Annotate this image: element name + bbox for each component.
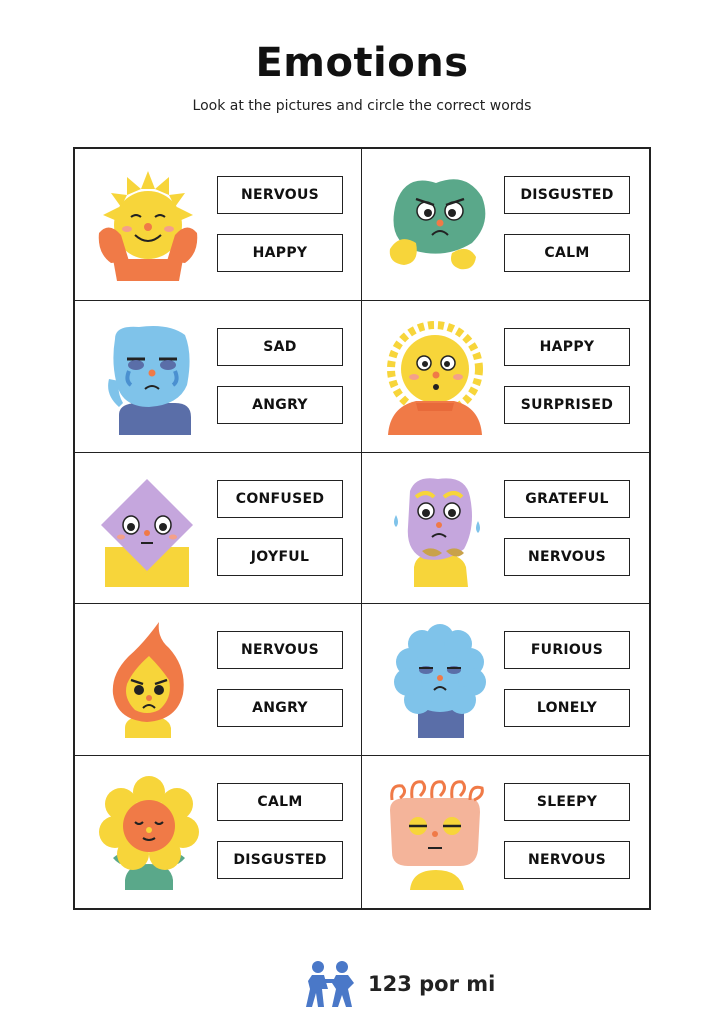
word-option[interactable]: SURPRISED [504,386,630,424]
emotions-grid [73,147,651,910]
brand-name: 123 por mi [368,972,496,996]
word-option[interactable]: SLEEPY [504,783,630,821]
word-option[interactable]: FURIOUS [504,631,630,669]
sun-face-icon [89,163,207,285]
word-option[interactable]: NERVOUS [504,841,630,879]
word-option[interactable]: SAD [217,328,343,366]
sleepy-curly-face-icon [376,770,494,892]
word-option[interactable]: ANGRY [217,689,343,727]
footer-brand [304,958,495,1010]
emotion-card [75,604,362,756]
emotion-card [362,453,649,605]
emotion-card [362,604,649,756]
word-option[interactable]: CONFUSED [217,480,343,518]
flame-face-icon [89,618,207,740]
emotion-card [362,301,649,453]
word-option[interactable]: CALM [217,783,343,821]
word-option[interactable]: DISGUSTED [217,841,343,879]
emotion-card [75,453,362,605]
blue-cloud-face-icon [376,618,494,740]
emotion-card [362,149,649,301]
word-option[interactable]: NERVOUS [217,176,343,214]
page-title: Emotions [255,40,469,86]
word-option[interactable]: LONELY [504,689,630,727]
green-blob-face-icon [376,163,494,285]
word-option[interactable]: HAPPY [217,234,343,272]
word-option[interactable]: NERVOUS [504,538,630,576]
surprised-sun-face-icon [376,315,494,437]
emotion-card [75,756,362,908]
word-option[interactable]: ANGRY [217,386,343,424]
blue-crying-face-icon [89,315,207,437]
flower-face-icon [89,770,207,892]
purple-worried-face-icon [376,467,494,589]
emotion-card [75,149,362,301]
word-option[interactable]: DISGUSTED [504,176,630,214]
word-option[interactable]: NERVOUS [217,631,343,669]
two-kids-logo-icon [304,959,358,1009]
word-option[interactable]: GRATEFUL [504,480,630,518]
diamond-face-icon [89,467,207,589]
instructions: Look at the pictures and circle the correct words [192,98,532,114]
word-option[interactable]: CALM [504,234,630,272]
word-option[interactable]: HAPPY [504,328,630,366]
emotion-card [75,301,362,453]
emotion-card [362,756,649,908]
word-option[interactable]: JOYFUL [217,538,343,576]
